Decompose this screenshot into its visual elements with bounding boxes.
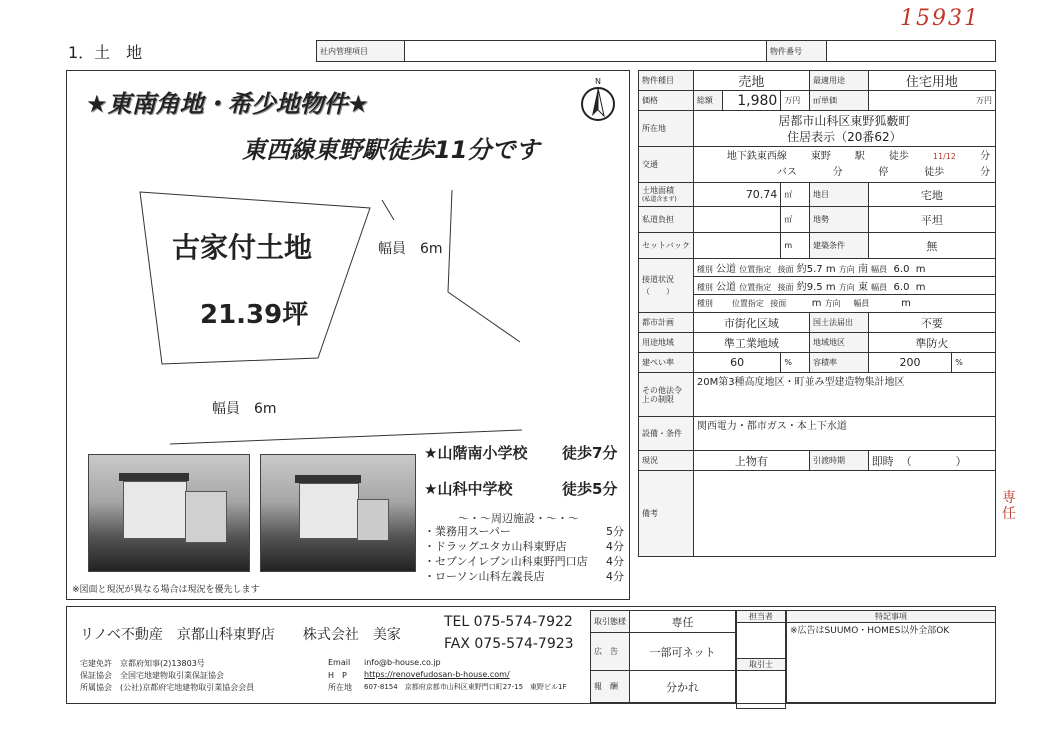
association: 所属協会 (公社)京都府宅地建物取引業協会会員 (80, 683, 255, 692)
special-notes-value: ※広告はSUUMO・HOMES以外全部OK (787, 623, 996, 703)
table-row: 種別 公道 位置指定 接面 約9.5 m 方向 東 幅員 6.0 m (693, 277, 995, 295)
school-2-name: ★山科中学校 (424, 480, 513, 498)
property-no-label: 物件番号 (767, 41, 827, 62)
facilities-title: ～・～周辺施設・～・～ (458, 512, 579, 525)
property-no-value (827, 41, 996, 62)
facilities-value: 関西電力・都市ガス・本上下水道 (693, 417, 995, 451)
hp-label: H P (328, 671, 347, 680)
website-link[interactable]: https://renovefudosan-b-house.com/ (364, 670, 510, 679)
list-item: ・ローソン山科左義長店 4分 (424, 570, 624, 583)
location: 607-8154 京都府京都市山科区東野門口町27-15 東野ビル1F (364, 683, 567, 691)
mgmt-label: 社内管理項目 (317, 41, 405, 62)
list-item: ・ドラッグユタカ山科東野店 4分 (424, 540, 624, 553)
use-value: 住宅用地 (868, 71, 995, 91)
disclaimer-note: ※図面と現況が異なる場合は現況を優先します (72, 585, 260, 595)
guarantee: 保証協会 全国宅地建物取引業保証協会 (80, 671, 224, 680)
price-value: 1,980 (722, 91, 781, 111)
school-2-walk: 徒歩5分 (562, 480, 618, 498)
lot-title: 古家付土地 (172, 231, 313, 264)
company-name: リノベ不動産 京都山科東野店 株式会社 美家 (80, 627, 401, 643)
fax: FAX 075-574-7923 (444, 636, 574, 652)
list-item: ・業務用スーパー 5分 (424, 525, 624, 538)
lot-map (130, 180, 530, 450)
station-line: 東西線東野駅徒歩11分です (242, 136, 540, 164)
section-title: 1．土 地 (68, 43, 143, 62)
spec-table: 物件種目 売地 最適用途 住宅用地 価格 総額 1,980 万円 ㎡単価 万円 所在地 居都市山科区東野狐藪町 住居表示（20番62） 交通 地下鉄東西線 東野 駅 徒歩 11/12 分 バス 分 停 徒歩 分 土地面積 (私道含まず) 70.74 ㎡ 地目 宅地 私道負担 ㎡ 地勢 平坦 セットバック m 建築条件 無 接道状況 （ ） 種別 公道 位置指定 接面 約5.7 m 方向 南 幅員 6.0 m 種別 公道 位置指定 接面 約9.5 m 方向 東 幅員 6.0 m 種別 位置指定 接面 m 方向 幅員 m 都市計画 市街化区域 国土法届出 不要 用途地域 準工業地域 地域地区 準防火 建ぺい率 60 % 容積率 200 % その他法令上の制限 20M第3種高度地区・町並み型建造物集計地区 設備・条件 関西電力・都市ガス・本上下水道 現況 上物有 引渡時期 即時 （ ） 備考 (638, 70, 996, 557)
transport: 地下鉄東西線 東野 駅 徒歩 11/12 分 バス 分 停 徒歩 分 (693, 147, 995, 183)
staff-table: 担当者 取引士 (736, 610, 786, 709)
deal-table: 取引態様 専任 広 告 一部可ネット 報 酬 分かれ (590, 610, 736, 703)
email-label: Email (328, 658, 351, 667)
table-row: 種別 位置指定 接面 m 方向 幅員 m (693, 295, 995, 313)
table-row: 種別 公道 位置指定 接面 約5.7 m 方向 南 幅員 6.0 m (693, 259, 995, 277)
north-arrow-icon (578, 76, 618, 122)
license: 宅建免許 京都府知事(2)13803号 (80, 659, 205, 668)
road-width-right: 幅員 6m (378, 241, 443, 257)
special-notes-table: 特記事項 ※広告はSUUMO・HOMES以外全部OK (786, 610, 996, 703)
handwritten-side-note: 専任 (1002, 490, 1016, 522)
handwritten-number: 15931 (900, 6, 980, 31)
type-value: 売地 (693, 71, 809, 91)
mgmt-value (405, 41, 767, 62)
location-label: 所在地 (328, 683, 352, 692)
email[interactable]: info@b-house.co.jp (364, 658, 441, 667)
land-area-value: 70.74 (693, 183, 780, 207)
facilities-list (424, 524, 624, 584)
management-header (316, 40, 996, 62)
address: 居都市山科区東野狐藪町 住居表示（20番62） (693, 111, 995, 147)
road-width-bottom: 幅員 6m (212, 401, 277, 417)
property-photo-1 (88, 454, 250, 572)
tel: TEL 075-574-7922 (444, 614, 573, 630)
school-1-name: ★山階南小学校 (424, 444, 528, 462)
other-restrictions: 20M第3種高度地区・町並み型建造物集計地区 (693, 373, 995, 417)
remarks-value (693, 471, 995, 557)
svg-text:N: N (595, 77, 601, 86)
school-1-walk: 徒歩7分 (562, 444, 618, 462)
headline: ★東南角地・希少地物件★ (86, 90, 370, 118)
lot-area: 21.39坪 (200, 300, 309, 330)
list-item: ・セブンイレブン山科東野門口店 4分 (424, 555, 624, 568)
property-photo-2 (260, 454, 416, 572)
